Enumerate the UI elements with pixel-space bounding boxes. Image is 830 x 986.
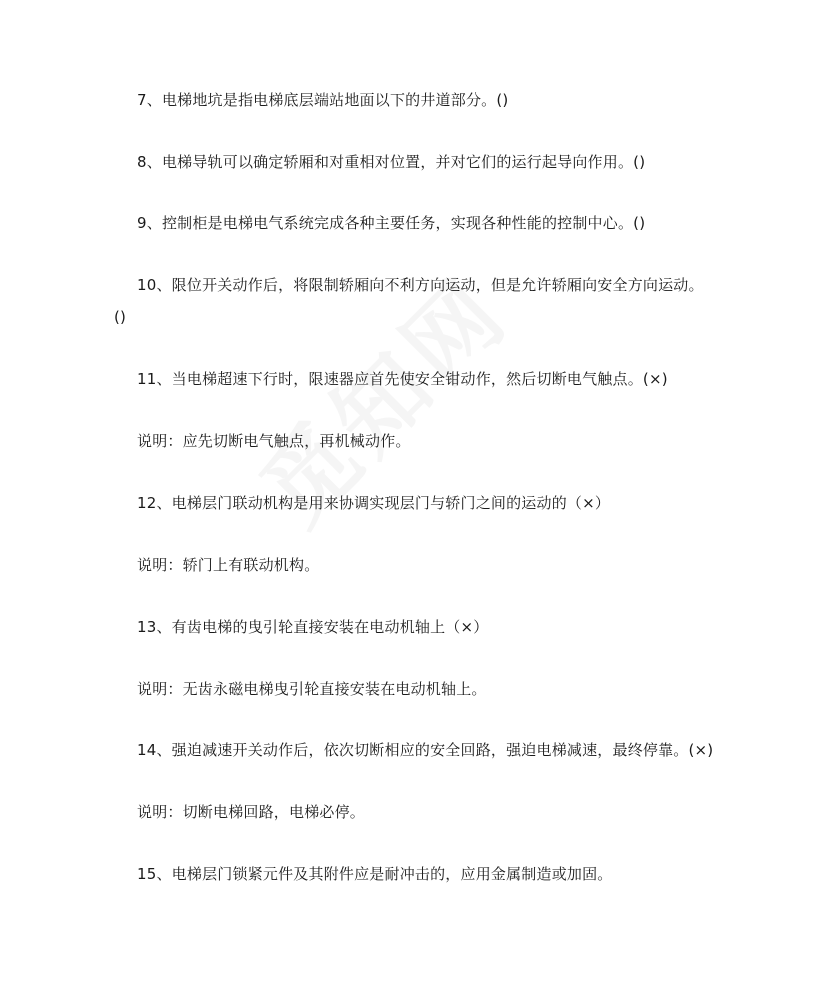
question-8: 8、电梯导轨可以确定轿厢和对重相对位置，并对它们的运行起导向作用。()	[137, 153, 646, 171]
question-13: 13、有齿电梯的曳引轮直接安装在电动机轴上（×）	[137, 618, 489, 636]
question-11: 11、当电梯超速下行时，限速器应首先使安全钳动作，然后切断电气触点。(×)	[137, 370, 668, 388]
explanation-14: 说明：切断电梯回路，电梯必停。	[137, 803, 366, 821]
question-12: 12、电梯层门联动机构是用来协调实现层门与轿门之间的运动的（×）	[137, 494, 611, 512]
question-10: 10、限位开关动作后，将限制轿厢向不利方向运动，但是允许轿厢向安全方向运动。	[137, 276, 704, 294]
question-15: 15、电梯层门锁紧元件及其附件应是耐冲击的，应用金属制造或加固。	[137, 865, 613, 883]
explanation-12: 说明：轿门上有联动机构。	[137, 556, 320, 574]
explanation-13: 说明：无齿永磁电梯曳引轮直接安装在电动机轴上。	[137, 680, 487, 698]
question-10-answer: ()	[114, 308, 127, 326]
question-7: 7、电梯地坑是指电梯底层端站地面以下的井道部分。()	[137, 91, 509, 109]
question-9: 9、控制柜是电梯电气系统完成各种主要任务，实现各种性能的控制中心。()	[137, 214, 646, 232]
explanation-11: 说明：应先切断电气触点，再机械动作。	[137, 432, 411, 450]
question-14: 14、强迫减速开关动作后，依次切断相应的安全回路，强迫电梯减速，最终停靠。(×)	[137, 741, 714, 759]
